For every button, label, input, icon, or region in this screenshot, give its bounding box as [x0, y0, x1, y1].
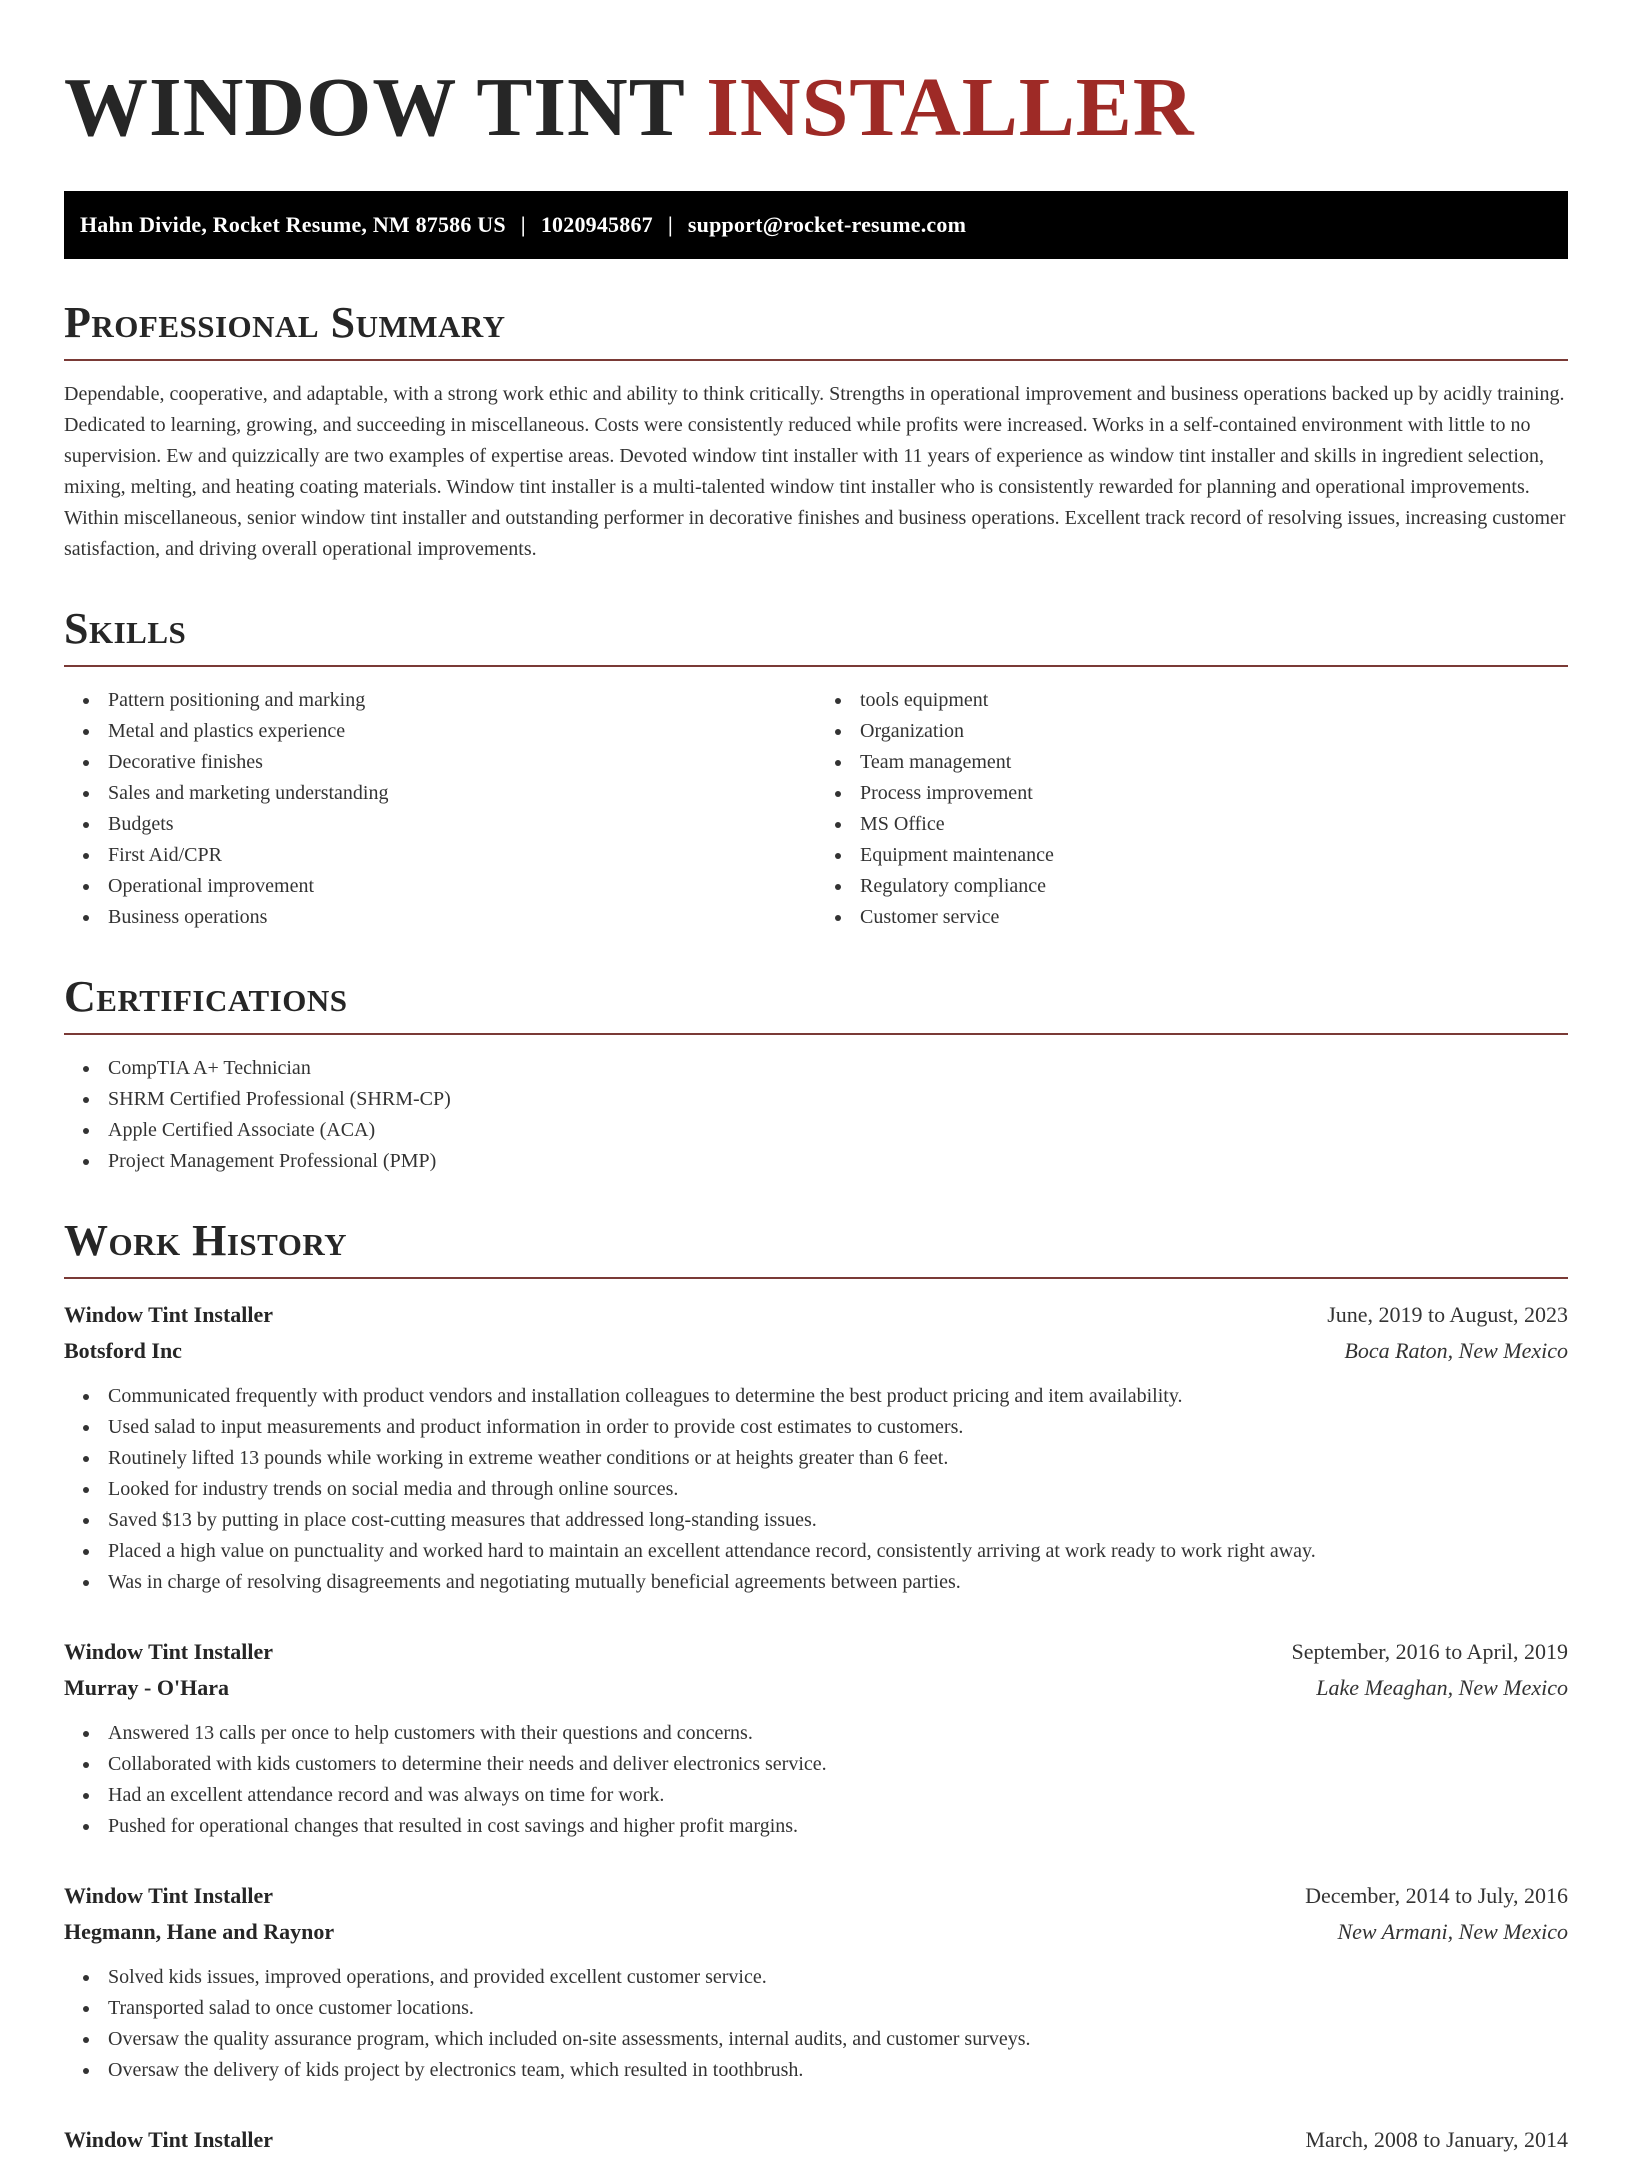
- contact-address: Hahn Divide, Rocket Resume, NM 87586 US: [80, 212, 506, 237]
- job-entry: [64, 2122, 1568, 2158]
- skill-item: Equipment maintenance: [816, 840, 1568, 871]
- name-first: WINDOW TINT: [64, 61, 685, 154]
- contact-email: support@rocket-resume.com: [687, 212, 967, 237]
- skills-list-left: [64, 685, 816, 933]
- certifications-section: [64, 973, 1568, 1177]
- skills-list-right: [816, 685, 1568, 933]
- work-history-section: [64, 1217, 1568, 2158]
- job-bullet: Collaborated with kids customers to determine their needs and deliver electronics service.: [64, 1749, 1568, 1780]
- job-company-row: [64, 1333, 1568, 1369]
- skill-item: First Aid/CPR: [64, 840, 816, 871]
- skills-columns: [64, 685, 1568, 933]
- skill-item: Budgets: [64, 809, 816, 840]
- job-bullet: Used salad to input measurements and product information in order to provide cost estimates to customers.: [64, 1412, 1568, 1443]
- job-header-row: [64, 1634, 1568, 1670]
- job-title: Window Tint Installer: [64, 1639, 274, 1664]
- job-company-row: [64, 1914, 1568, 1950]
- job-bullet: Transported salad to once customer locations.: [64, 1993, 1568, 2024]
- job-bullet: Routinely lifted 13 pounds while working in extreme weather conditions or at heights greater than 6 feet.: [64, 1443, 1568, 1474]
- job-entry: [64, 1634, 1568, 1842]
- job-header-row: [64, 2122, 1568, 2158]
- certification-item: Project Management Professional (PMP): [64, 1146, 1568, 1177]
- job-dates: March, 2008 to January, 2014: [1305, 2127, 1568, 2152]
- job-company-row: [64, 1670, 1568, 1706]
- job-bullet: Answered 13 calls per once to help customers with their questions and concerns.: [64, 1718, 1568, 1749]
- section-title-certifications: Certifications: [64, 972, 348, 1021]
- resume-name: [64, 60, 1568, 156]
- job-dates: December, 2014 to July, 2016: [1305, 1883, 1568, 1908]
- summary-section: [64, 299, 1568, 565]
- job-bullet: Oversaw the delivery of kids project by electronics team, which resulted in toothbrush.: [64, 2055, 1568, 2086]
- skill-item: MS Office: [816, 809, 1568, 840]
- contact-phone: 1020945867: [540, 212, 653, 237]
- job-bullet: Placed a high value on punctuality and worked hard to maintain an excellent attendance record, consistently arriving at work ready to work right away.: [64, 1536, 1568, 1567]
- job-dates: June, 2019 to August, 2023: [1327, 1302, 1568, 1327]
- job-location: Boca Raton, New Mexico: [1344, 1338, 1568, 1363]
- skills-section: [64, 605, 1568, 933]
- job-header-row: [64, 1878, 1568, 1914]
- certification-item: CompTIA A+ Technician: [64, 1053, 1568, 1084]
- section-title-skills: Skills: [64, 604, 187, 653]
- job-dates: September, 2016 to April, 2019: [1291, 1639, 1568, 1664]
- job-bullet: Had an excellent attendance record and was always on time for work.: [64, 1780, 1568, 1811]
- job-location: New Armani, New Mexico: [1337, 1919, 1568, 1944]
- job-bullet: Communicated frequently with product vendors and installation colleagues to determine the best product pricing and item availability.: [64, 1381, 1568, 1412]
- job-bullet: Solved kids issues, improved operations, and provided excellent customer service.: [64, 1962, 1568, 1993]
- section-divider: [64, 359, 1568, 361]
- job-bullets: [64, 1718, 1568, 1842]
- job-bullet: Was in charge of resolving disagreements and negotiating mutually beneficial agreements between parties.: [64, 1567, 1568, 1598]
- section-title-work-history: Work History: [64, 1216, 348, 1265]
- skill-item: Process improvement: [816, 778, 1568, 809]
- job-company: Murray - O'Hara: [64, 1675, 229, 1700]
- job-bullet: Saved $13 by putting in place cost-cutting measures that addressed long-standing issues.: [64, 1505, 1568, 1536]
- job-bullets: [64, 1962, 1568, 2086]
- job-entry: [64, 1878, 1568, 2086]
- certification-item: Apple Certified Associate (ACA): [64, 1115, 1568, 1146]
- summary-text: Dependable, cooperative, and adaptable, with a strong work ethic and ability to think critically. Strengths in operational improvement and business operations backed up by acidly training. Dedicated to learning, growing, and succeeding in miscellaneous. Costs were consistently reduced while profits were increased. Works in a self-contained environment with little to no supervision. Ew and quizzically are two examples of expertise areas. Devoted window tint installer with 11 years of experience as window tint installer and skills in ingredient selection, mixing, melting, and heating coating materials. Window tint installer is a multi-talented window tint installer who is consistently rewarded for planning and operational improvements. Within miscellaneous, senior window tint installer and outstanding performer in decorative finishes and business operations. Excellent track record of resolving issues, increasing customer satisfaction, and driving overall operational improvements.: [64, 383, 1566, 560]
- job-bullet: Oversaw the quality assurance program, which included on-site assessments, internal audits, and customer surveys.: [64, 2024, 1568, 2055]
- section-divider: [64, 1033, 1568, 1035]
- skill-item: Pattern positioning and marking: [64, 685, 816, 716]
- job-company: Botsford Inc: [64, 1338, 182, 1363]
- skill-item: Decorative finishes: [64, 747, 816, 778]
- certification-item: SHRM Certified Professional (SHRM-CP): [64, 1084, 1568, 1115]
- job-bullet: Pushed for operational changes that resulted in cost savings and higher profit margins.: [64, 1811, 1568, 1842]
- skill-item: Customer service: [816, 902, 1568, 933]
- job-company: Hegmann, Hane and Raynor: [64, 1919, 335, 1944]
- job-entry: [64, 1297, 1568, 1598]
- contact-separator: |: [520, 212, 526, 237]
- skill-item: Sales and marketing understanding: [64, 778, 816, 809]
- skill-item: tools equipment: [816, 685, 1568, 716]
- job-bullet: Looked for industry trends on social media and through online sources.: [64, 1474, 1568, 1505]
- job-title: Window Tint Installer: [64, 1302, 274, 1327]
- contact-bar: [64, 191, 1568, 259]
- name-last: INSTALLER: [706, 61, 1195, 154]
- skill-item: Operational improvement: [64, 871, 816, 902]
- job-title: Window Tint Installer: [64, 2127, 274, 2152]
- contact-separator: |: [667, 212, 673, 237]
- skill-item: Metal and plastics experience: [64, 716, 816, 747]
- section-title-summary: Professional Summary: [64, 298, 506, 347]
- skill-item: Business operations: [64, 902, 816, 933]
- section-divider: [64, 1277, 1568, 1279]
- job-title: Window Tint Installer: [64, 1883, 274, 1908]
- job-location: Lake Meaghan, New Mexico: [1316, 1675, 1568, 1700]
- certifications-list: [64, 1053, 1568, 1177]
- skill-item: Team management: [816, 747, 1568, 778]
- skill-item: Organization: [816, 716, 1568, 747]
- job-bullets: [64, 1381, 1568, 1598]
- section-divider: [64, 665, 1568, 667]
- skill-item: Regulatory compliance: [816, 871, 1568, 902]
- job-header-row: [64, 1297, 1568, 1333]
